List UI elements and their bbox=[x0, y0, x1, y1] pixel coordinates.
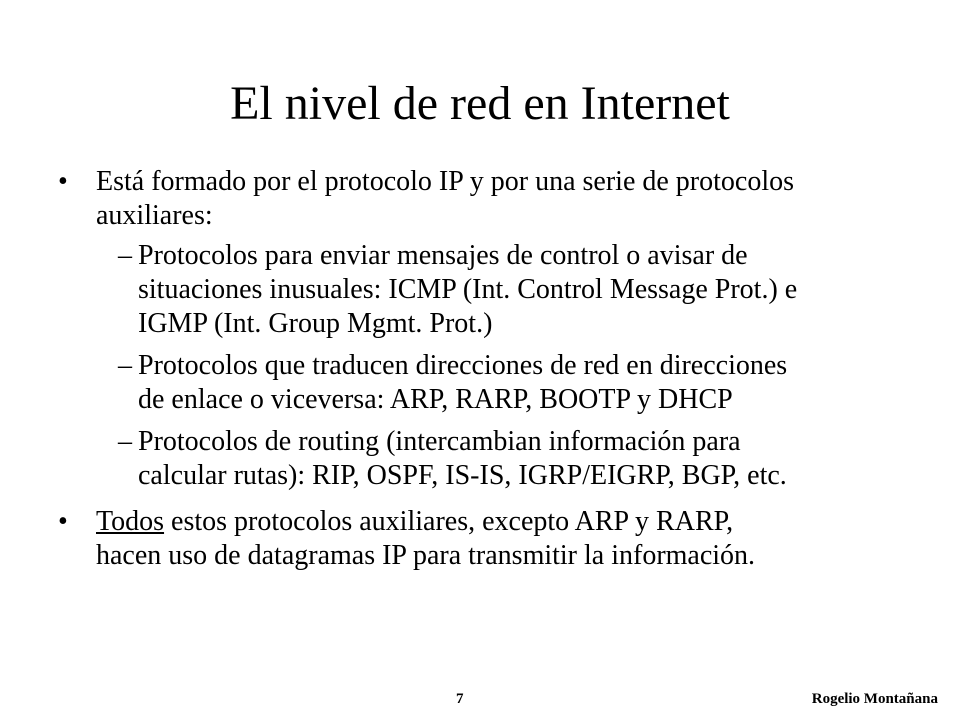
dash-marker: – bbox=[118, 350, 132, 381]
underlined-word: Todos bbox=[96, 506, 165, 537]
sub1-line2: situaciones inusuales: ICMP (Int. Control Message Prot.) e bbox=[138, 274, 798, 305]
sub1-line3: IGMP (Int. Group Mgmt. Prot.) bbox=[138, 308, 493, 339]
bullet-marker: • bbox=[58, 166, 68, 197]
sub1-line1: Protocolos para enviar mensajes de control o avisar de bbox=[138, 240, 748, 271]
sub2-line2: de enlace o viceversa: ARP, RARP, BOOTP y DHCP bbox=[138, 384, 733, 415]
sub3-line1: Protocolos de routing (intercambian información para bbox=[138, 426, 741, 457]
bullet-marker: • bbox=[58, 506, 68, 537]
dash-marker: – bbox=[118, 240, 132, 271]
page-number: 7 bbox=[456, 691, 464, 707]
bullet2-line1 bbox=[96, 506, 733, 538]
author-name: Rogelio Montañana bbox=[811, 691, 938, 707]
bullet1-line1: Está formado por el protocolo IP y por una serie de protocolos bbox=[96, 166, 795, 197]
dash-marker: – bbox=[118, 426, 132, 457]
bullet2-line2: hacen uso de datagramas IP para transmitir la información. bbox=[96, 540, 756, 571]
slide-title: El nivel de red en Internet bbox=[230, 77, 730, 130]
bullet1-line2: auxiliares: bbox=[96, 200, 213, 231]
sub2-line1: Protocolos que traducen direcciones de red en direcciones bbox=[138, 350, 788, 381]
sub3-line2: calcular rutas): RIP, OSPF, IS-IS, IGRP/EIGRP, BGP, etc. bbox=[138, 460, 787, 491]
bullet2-line1-rest: estos protocolos auxiliares, excepto ARP y RARP, bbox=[164, 506, 734, 537]
